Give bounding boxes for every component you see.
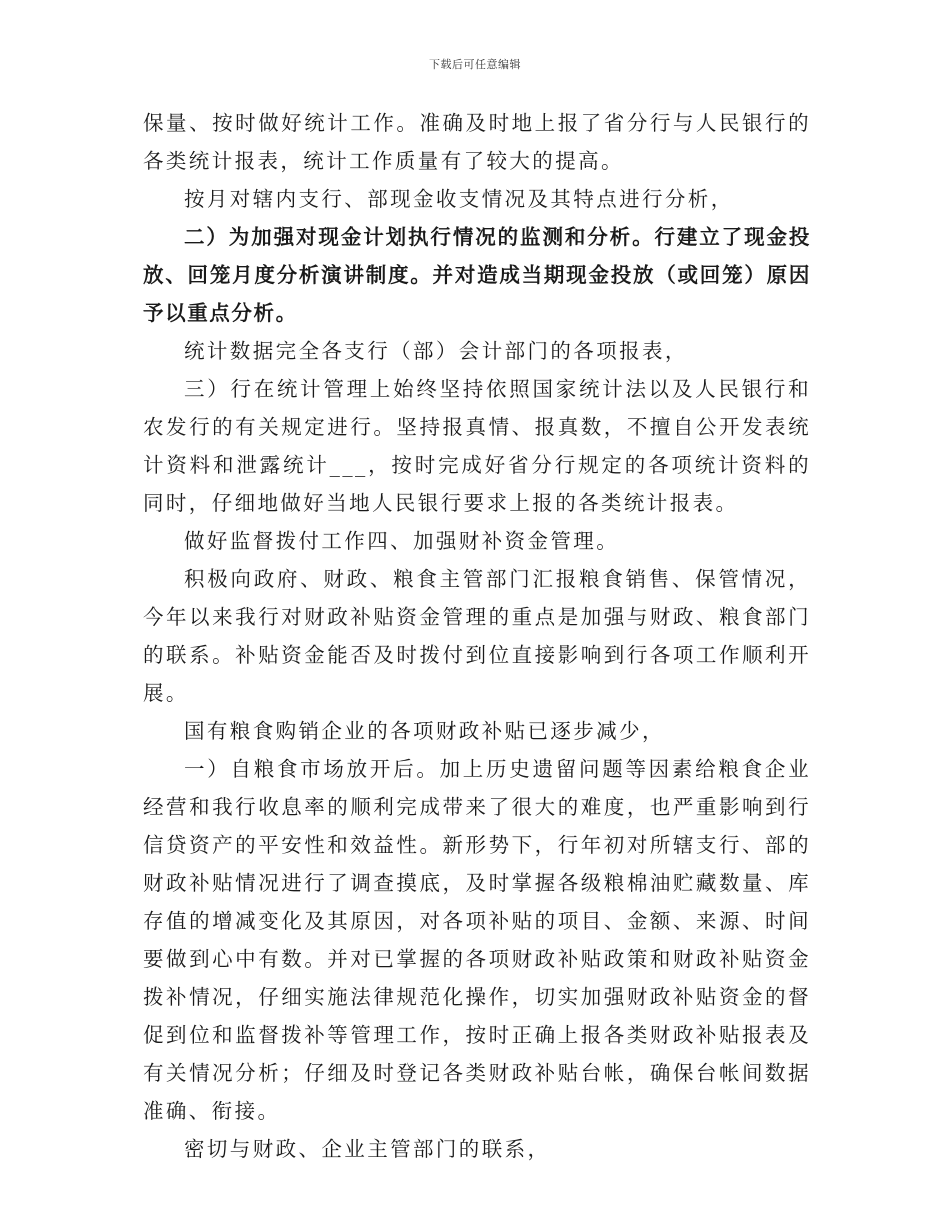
paragraph-6 [143,522,811,560]
paragraph-8 [143,712,811,750]
paragraph-text: 密切与财政、企业主管部门的联系， [184,1137,551,1161]
paragraph-3-bold [143,218,811,332]
paragraph-10 [143,1130,811,1168]
paragraph-2 [143,180,811,218]
paragraph-9 [143,750,811,1130]
paragraph-text: 按月对辖内支行、部现金收支情况及其特点进行分析， [184,187,734,211]
paragraph-7 [143,560,811,712]
paragraph-text: 国有粮食购销企业的各项财政补贴已逐步减少， [184,719,665,743]
document-body [143,104,811,1168]
paragraph-text: 做好监督拨付工作四、加强财补资金管理。 [184,529,620,553]
paragraph-text: 积极向政府、财政、粮食主管部门汇报粮食销售、保管情况，今年以来我行对财政补贴资金管理的重点是加强与财政、粮食部门的联系。补贴资金能否及时拨付到位直接影响到行各项工作顺利开展。 [143,567,811,705]
paragraph-text: 保量、按时做好统计工作。准确及时地上报了省分行与人民银行的各类统计报表，统计工作质量有了较大的提高。 [143,111,811,173]
paragraph-5 [143,370,811,522]
paragraph-4 [143,332,811,370]
paragraph-text: 一）自粮食市场放开后。加上历史遗留问题等因素给粮食企业经营和我行收息率的顺利完成带来了很大的难度，也严重影响到行信贷资产的平安性和效益性。新形势下，行年初对所辖支行、部的财政补贴情况进行了调查摸底，及时掌握各级粮棉油贮藏数量、库存值的增减变化及其原因，对各项补贴的项目、金额、来源、时间要做到心中有数。并对已掌握的各项财政补贴政策和财政补贴资金拨补情况，仔细实施法律规范化操作，切实加强财政补贴资金的督促到位和监督拨补等管理工作，按时正确上报各类财政补贴报表及有关情况分析；仔细及时登记各类财政补贴台帐，确保台帐间数据准确、衔接。 [143,757,811,1123]
paragraph-text: 统计数据完全各支行（部）会计部门的各项报表， [184,339,688,363]
paragraph-text: 三）行在统计管理上始终坚持依照国家统计法以及人民银行和农发行的有关规定进行。坚持报真情、报真数，不擅自公开发表统计资料和泄露统计___，按时完成好省分行规定的各项统计资料的同时，仔细地做好当地人民银行要求上报的各类统计报表。 [143,377,811,515]
paragraph-1 [143,104,811,180]
paragraph-text: 二）为加强对现金计划执行情况的监测和分析。行建立了现金投放、回笼月度分析演讲制度。并对造成当期现金投放（或回笼）原因予以重点分析。 [143,225,811,325]
page-header-note: 下载后可任意编辑 [429,58,521,71]
